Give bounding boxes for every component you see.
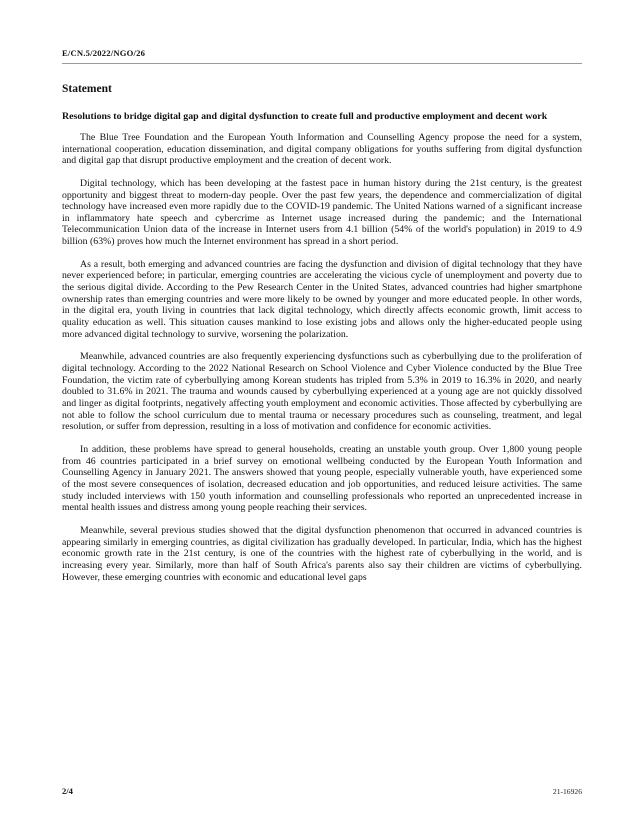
paragraph-5: In addition, these problems have spread to general households, creating an unstable youth group. Over 1,800 young people from 46 countries participated in a brief survey on emotional wellbeing conducted by the European Youth Information and Counselling Agency in January 2021. The answers showed that young people, especially vulnerable youth, have experienced some of the most severe consequences of isolation, decreased education and job opportunities, and reduced leisure activities. The same study included interviews with 150 youth information and counselling professionals who reported an unprecedented increase in mental health issues and distress among young people reaching their services. (62, 443, 582, 514)
statement-heading: Statement (62, 83, 112, 95)
document-symbol: E/CN.5/2022/NGO/26 (62, 48, 146, 58)
paragraph-4: Meanwhile, advanced countries are also frequently experiencing dysfunctions such as cyberbullying due to the proliferation of digital technology. According to the 2022 National Research on School Violence and Cyber Violence conducted by the Blue Tree Foundation, the victim rate of cyberbullying among Korean students has tripled from 5.3% in 2019 to 16.3% in 2020, and nearly doubled to 31.6% in 2021. The trauma and wounds caused by cyberbullying experienced at a young age are not quickly dissolved and linger as digital footprints, negatively affecting youth employment and economic activities. Those affected by cyberbullying are not able to follow the school curriculum due to mental trauma or necessary procedures such as counseling, treatment, and legal resolution, or suffer from depression, resulting in a loss of motivation and confidence for economic activities. (62, 351, 582, 433)
document-number: 21-16926 (552, 787, 582, 796)
document-header (62, 48, 582, 64)
paragraph-1: The Blue Tree Foundation and the European Youth Information and Counselling Agency propose the need for a system, international cooperation, education dissemination, and digital company obligations for youths suffering from digital dysfunction and digital gap that disrupt productive employment and the creation of decent work. (62, 131, 582, 167)
header-divider (62, 63, 582, 64)
paragraph-6: Meanwhile, several previous studies showed that the digital dysfunction phenomenon that occurred in advanced countries is appearing similarly in emerging countries, as digital civilization has gradually developed. In particular, India, which has the highest economic growth rate in the 21st century, is one of the countries with the highest rate of cyberbullying in the world, and is increasing every year. Similarly, more than half of South Africa's parents also say their children are victims of cyberbullying. However, these emerging countries with economic and educational level gaps (62, 524, 582, 583)
document-body (62, 132, 582, 583)
document-footer (62, 786, 582, 796)
paragraph-2: Digital technology, which has been developing at the fastest pace in human history during the 21st century, is the greatest opportunity and biggest threat to modern-day people. Over the past few years, the dependence and commercialization of digital technology have increased even more rapidly due to the COVID-19 pandemic. The United Nations warned of a significant increase in inflammatory hate speech and cybercrime as Internet usage increased during the pandemic; and the International Telecommunication Union data of the increase in Internet users from 4.1 billion (54% of the world's population) in 2019 to 4.9 billion (63%) proves how much the Internet environment has spread in a short period. (62, 177, 582, 248)
document-title: Resolutions to bridge digital gap and digital dysfunction to create full and productive employment and decent work (62, 111, 548, 122)
page-number: 2/4 (62, 786, 73, 796)
document-content (62, 48, 582, 583)
paragraph-3: As a result, both emerging and advanced countries are facing the dysfunction and division of digital technology that they have never experienced before; in particular, emerging countries are accelerating the vicious cycle of unemployment and poverty due to the serious digital divide. According to the Pew Research Center in the United States, advanced countries had higher smartphone ownership rates than emerging countries and were more likely to be owned by younger and more educated people. In other words, in the digital era, youth living in countries that lack digital technology, which directly affects economic growth, limit access to quality education as well. This situation causes mankind to lose existing jobs and allows only the higher-educated people using more advanced digital technology to survive, worsening the polarization. (62, 258, 582, 340)
